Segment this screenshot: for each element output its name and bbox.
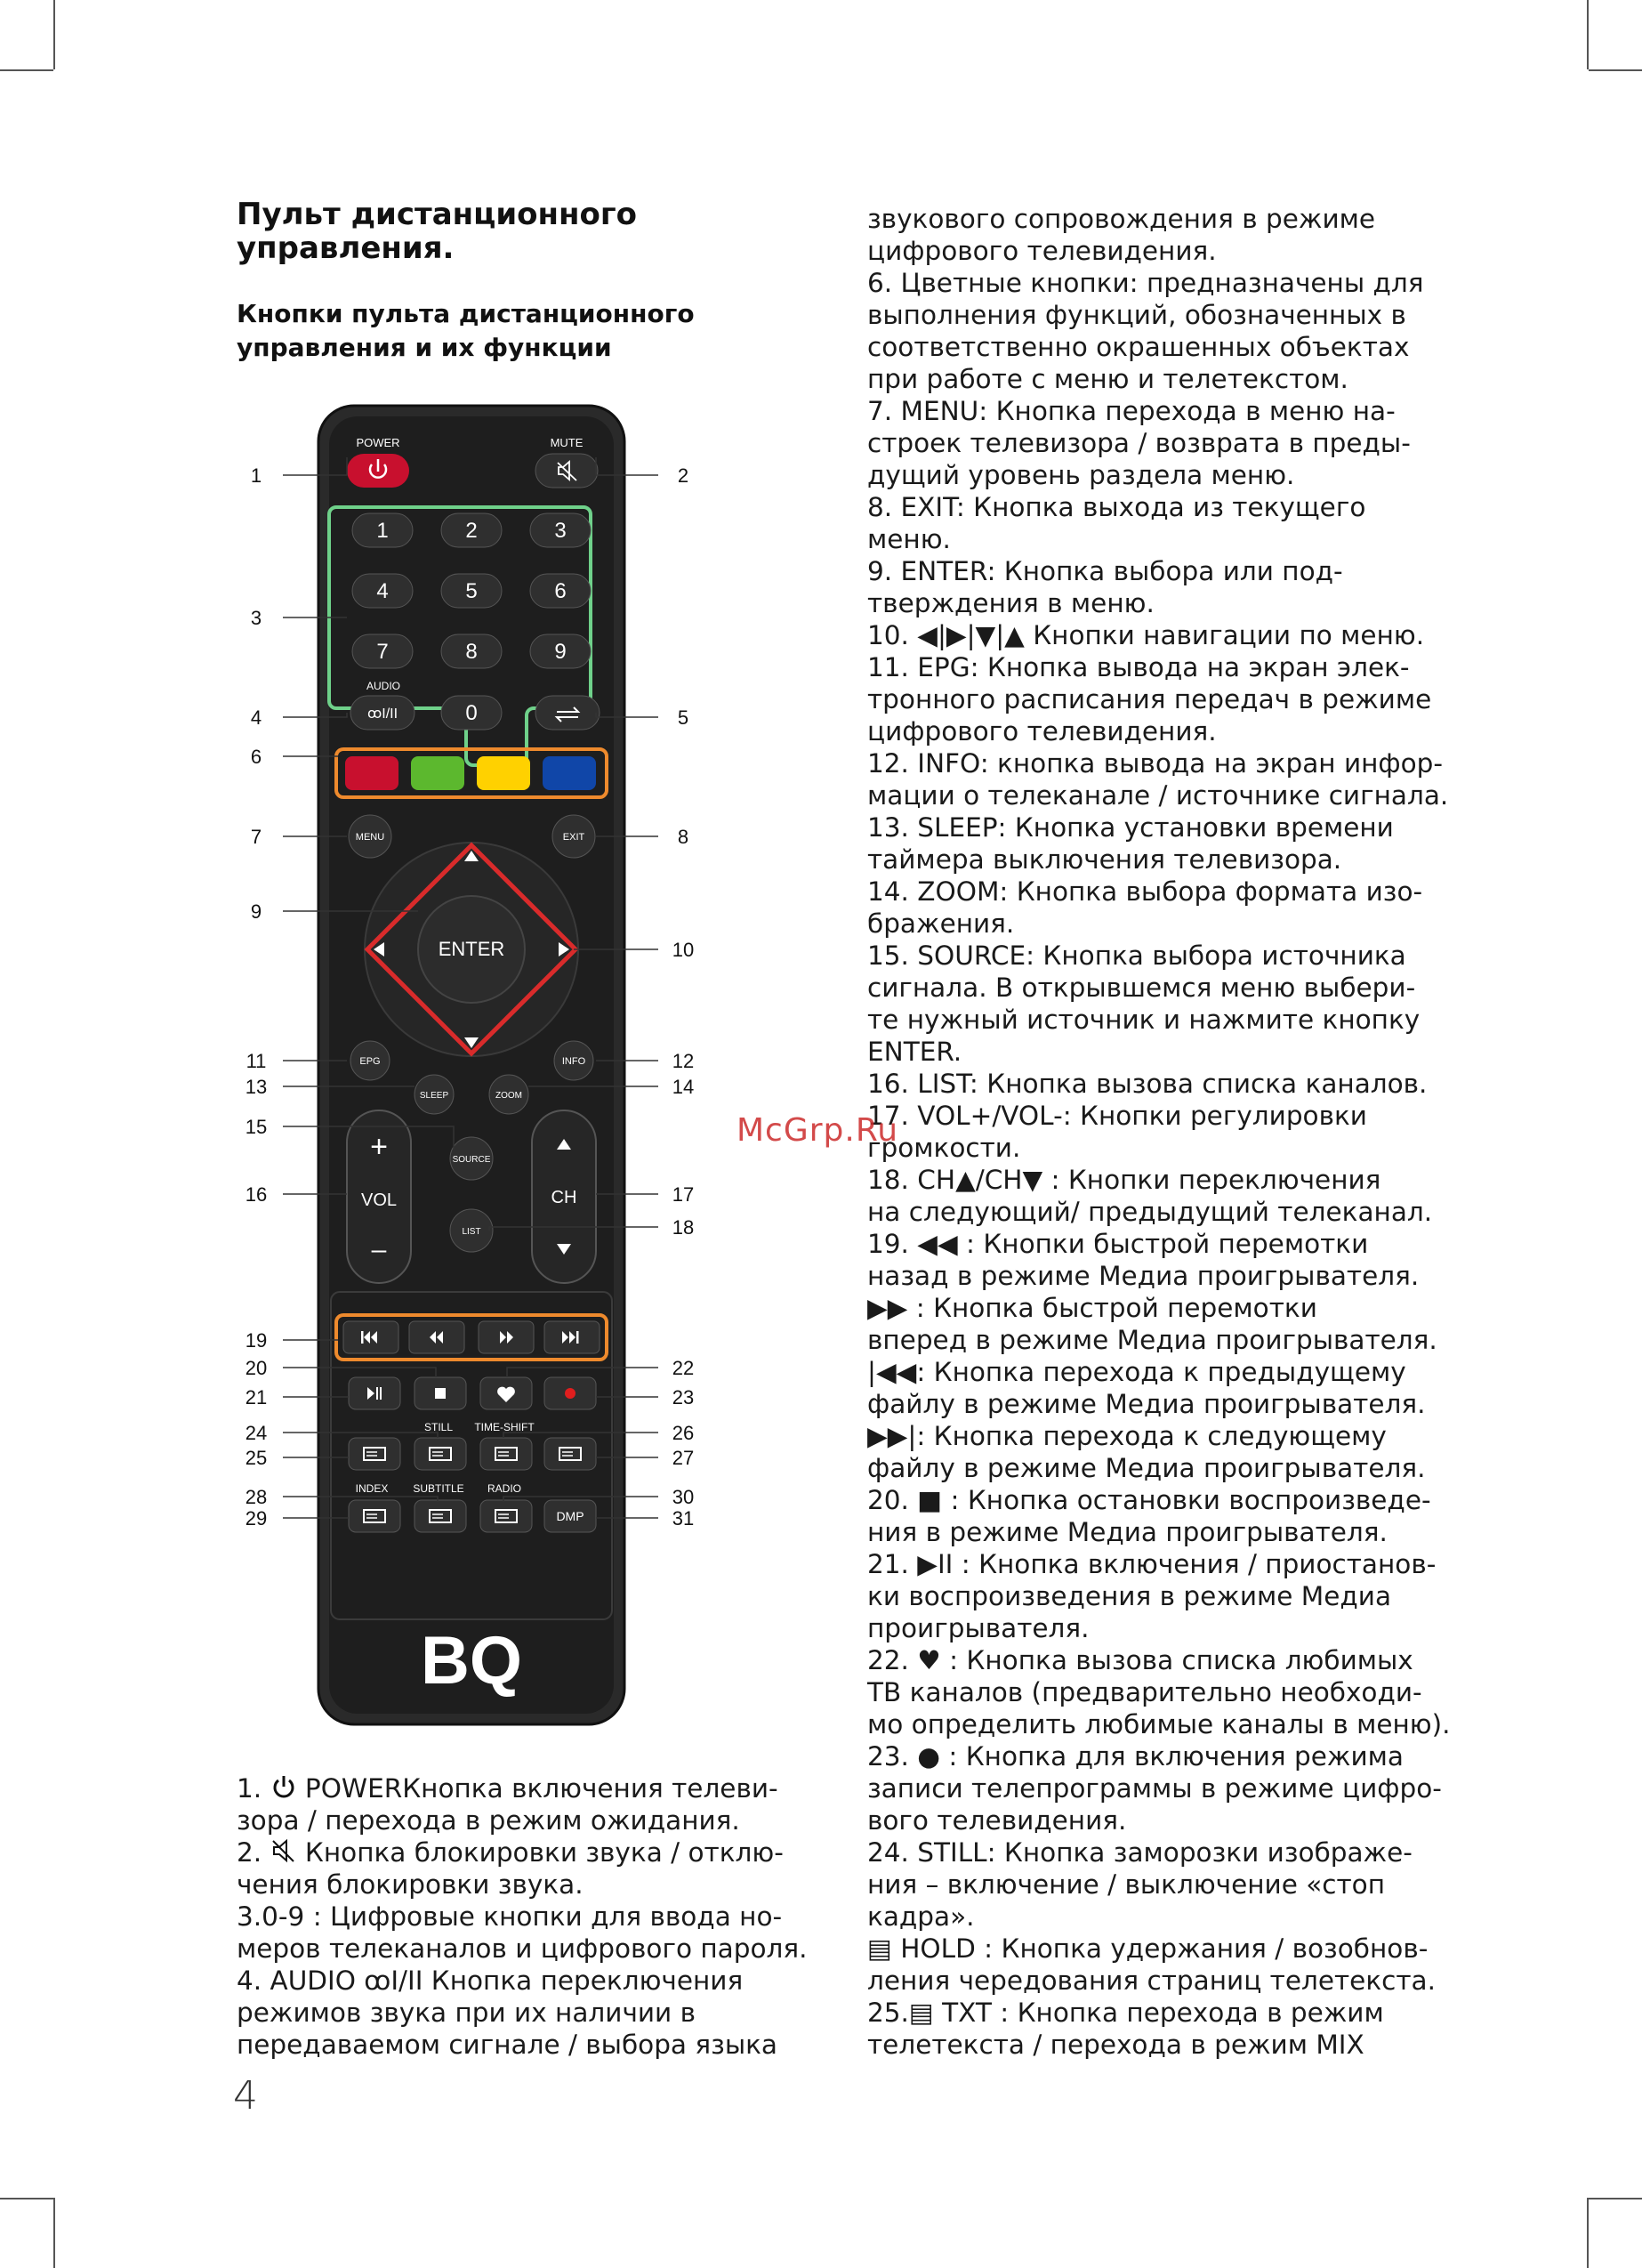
sleep-button[interactable] — [415, 1075, 454, 1114]
text-line: ▶▶|: Кнопка перехода к следующему — [867, 1421, 1387, 1451]
digit-button-6[interactable] — [530, 574, 591, 608]
crop-mark — [1587, 0, 1589, 69]
digit-button-7[interactable] — [352, 634, 413, 668]
epg-button[interactable] — [350, 1041, 390, 1080]
text-line-content: POWERКнопка включения телеви- — [296, 1773, 778, 1804]
text-line-content: зора / перехода в режим ожидания. — [237, 1805, 740, 1836]
volume-label: VOL — [360, 1190, 398, 1210]
crop-mark — [53, 2198, 55, 2268]
callout-number: 9 — [250, 900, 262, 923]
dmp-button-label: DMP — [556, 1509, 584, 1523]
text-line: 18. CH▲/CH▼ : Кнопки переключения — [867, 1165, 1381, 1195]
digit-button-0[interactable] — [441, 696, 502, 730]
info-button[interactable] — [554, 1041, 593, 1080]
text-line: таймера выключения телевизора. — [867, 844, 1342, 875]
text-line: звукового сопровождения в режиме — [867, 204, 1376, 234]
callout-number: 13 — [245, 1076, 268, 1098]
text-line: 20. ■ : Кнопка остановки воспроизведе- — [867, 1485, 1431, 1515]
color-button-4[interactable] — [543, 756, 596, 790]
callout-number: 24 — [245, 1422, 268, 1444]
text-line: сигнала. В открывшемся меню выбери- — [867, 973, 1416, 1003]
menu-button-label: MENU — [355, 832, 385, 843]
text-line: соответственно окрашенных объектах — [867, 332, 1410, 362]
callout-number: 28 — [245, 1486, 268, 1508]
callout-number: 3 — [250, 607, 262, 629]
crop-mark — [0, 69, 53, 71]
text-line: 12. INFO: кнопка вывода на экран инфор- — [867, 748, 1444, 779]
callout-number: 12 — [672, 1050, 695, 1072]
color-button-1[interactable] — [345, 756, 398, 790]
enter-button[interactable] — [439, 938, 505, 960]
brand-logo: BQ — [421, 1623, 522, 1699]
callout-number: 5 — [677, 706, 689, 729]
text-line — [237, 1965, 807, 1997]
digit-button-5[interactable] — [441, 574, 502, 608]
stop-button[interactable] — [415, 1377, 466, 1409]
text-line: телетекста / перехода в режим MIX — [867, 2030, 1364, 2060]
crop-mark — [1589, 69, 1642, 71]
section-subtitle: Кнопки пульта дистанционного управления и их функции — [237, 299, 695, 362]
volume-rocker[interactable] — [347, 1110, 411, 1283]
callout-number: 6 — [250, 746, 262, 768]
text-line: кадра». — [867, 1901, 975, 1932]
callout-number: 19 — [245, 1329, 268, 1352]
still-button[interactable] — [415, 1438, 466, 1470]
callout-number: 8 — [677, 826, 689, 848]
index-label: INDEX — [355, 1482, 389, 1495]
text-line: выполнения функций, обозначенных в — [867, 300, 1406, 330]
text-line: при работе с меню и телетекстом. — [867, 364, 1348, 394]
digit-label: 1 — [376, 519, 389, 543]
radio-button[interactable] — [480, 1500, 532, 1532]
text-line: ния в режиме Медиа проигрывателя. — [867, 1517, 1388, 1547]
text-line — [237, 1933, 807, 1965]
source-button-label: SOURCE — [452, 1155, 491, 1165]
digit-label: 0 — [465, 701, 478, 725]
text-line: ления чередования страниц телетекста. — [867, 1965, 1437, 1996]
callout-number: 14 — [672, 1076, 695, 1098]
text-line: файлу в режиме Медиа проигрывателя. — [867, 1389, 1426, 1419]
text-line: тверждения в меню. — [867, 588, 1155, 618]
watermark: McGrp.Ru — [736, 1112, 899, 1149]
mute-label: MUTE — [550, 436, 584, 449]
color-button-2[interactable] — [411, 756, 464, 790]
text-line: 17. VOL+/VOL-: Кнопки регулировки — [867, 1101, 1367, 1131]
info-button-label: INFO — [561, 1056, 586, 1067]
text-line: ния – включение / выключение «стоп — [867, 1869, 1386, 1900]
text-line: 14. ZOOM: Кнопка выбора формата изо- — [867, 876, 1423, 907]
text-line: 13. SLEEP: Кнопка установки времени — [867, 812, 1394, 843]
channel-label: CH — [551, 1188, 577, 1207]
text-line: громкости. — [867, 1133, 1021, 1163]
enter-button-label: ENTER — [438, 938, 505, 960]
callout-number: 21 — [245, 1386, 268, 1408]
text-line-content: Кнопка блокировки звука / отклю- — [296, 1837, 784, 1868]
text-line: вперед в режиме Медиа проигрывателя. — [867, 1325, 1437, 1355]
text-line-content: передаваемом сигнале / выбора языка — [237, 2030, 778, 2060]
callout-number: 20 — [245, 1357, 268, 1379]
mute-button[interactable] — [535, 454, 598, 488]
text-line: на следующий/ предыдущий телеканал. — [867, 1197, 1433, 1227]
left-text-column — [237, 1772, 807, 2061]
exit-button[interactable] — [552, 815, 595, 858]
callout-number: 29 — [245, 1507, 268, 1529]
callout-number: 11 — [245, 1050, 267, 1072]
callout-number: 27 — [672, 1447, 695, 1469]
zoom-button-label: ZOOM — [495, 1091, 522, 1101]
time-shift-label: TIME-SHIFT — [474, 1421, 535, 1433]
digit-label: 8 — [465, 640, 478, 664]
rewind-button[interactable] — [409, 1321, 464, 1353]
exit-button-label: EXIT — [562, 832, 585, 843]
callout-number: 23 — [672, 1386, 695, 1408]
record-button[interactable] — [544, 1377, 596, 1409]
volume-up-label: + — [370, 1130, 388, 1164]
time-shift-button[interactable] — [480, 1438, 532, 1470]
power-button[interactable] — [347, 454, 409, 488]
digit-label: 3 — [554, 519, 567, 543]
text-line: записи телепрограммы в режиме цифро- — [867, 1773, 1442, 1804]
text-line: строек телевизора / возврата в преды- — [867, 428, 1411, 458]
text-line: дущий уровень раздела меню. — [867, 460, 1295, 490]
digit-label: 7 — [376, 640, 389, 664]
callout-number: 15 — [245, 1116, 268, 1138]
text-line: ки воспроизведения в режиме Медиа — [867, 1581, 1392, 1611]
digit-label: 2 — [465, 519, 478, 543]
text-line: меню. — [867, 524, 951, 554]
mute-icon — [270, 1837, 297, 1871]
callout-number: 7 — [250, 826, 262, 848]
color-button-3[interactable] — [477, 756, 530, 790]
text-line: 9. ENTER: Кнопка выбора или под- — [867, 556, 1343, 586]
text-line — [237, 1901, 807, 1933]
audio-button-label: ꝏI/II — [366, 706, 398, 722]
text-line: проигрывателя. — [867, 1613, 1090, 1643]
text-line-content: 3.0-9 : Цифровые кнопки для ввода но- — [237, 1901, 783, 1932]
text-line: 25.▤ TXT : Кнопка перехода в режим — [867, 1998, 1384, 2028]
page-number: 4 — [233, 2073, 258, 2119]
text-line: |◀◀: Кнопка перехода к предыдущему — [867, 1357, 1406, 1387]
right-text-column — [867, 203, 1451, 2061]
text-line: ▶▶ : Кнопка быстрой перемотки — [867, 1293, 1317, 1323]
text-line: тронного расписания передач в режиме — [867, 684, 1432, 714]
callout-number: 17 — [672, 1183, 695, 1206]
txt-button[interactable] — [349, 1438, 400, 1470]
subtitle-label: SUBTITLE — [413, 1482, 464, 1495]
text-line-content: чения блокировки звука. — [237, 1869, 584, 1900]
text-line: ТВ каналов (предварительно необходи- — [867, 1677, 1422, 1707]
epg-button-label: EPG — [359, 1056, 381, 1067]
text-line: 7. MENU: Кнопка перехода в меню на- — [867, 396, 1396, 426]
crop-mark — [1589, 2198, 1642, 2199]
text-line: ENTER. — [867, 1037, 962, 1067]
digit-label: 6 — [554, 579, 567, 603]
text-line: 2. Кнопка блокировки звука / отклю- — [237, 1836, 807, 1868]
still-label: STILL — [423, 1421, 454, 1433]
next-track-button[interactable] — [544, 1321, 600, 1353]
text-line: мации о телеканале / источнике сигнала. — [867, 780, 1449, 811]
favorite-button[interactable] — [480, 1377, 532, 1409]
digit-label: 4 — [376, 579, 389, 603]
menu-button[interactable] — [349, 815, 391, 858]
crop-mark — [1587, 2198, 1589, 2268]
text-line: назад в режиме Медиа проигрывателя. — [867, 1261, 1420, 1291]
callout-number: 26 — [672, 1422, 695, 1444]
text-line: 8. EXIT: Кнопка выхода из текущего — [867, 492, 1366, 522]
callout-number: 2 — [677, 464, 689, 487]
callout-number: 4 — [250, 706, 262, 729]
text-line: 16. LIST: Кнопка вызова списка каналов. — [867, 1069, 1428, 1099]
power-icon — [270, 1773, 297, 1807]
text-line: бражения. — [867, 908, 1015, 939]
hold-button[interactable] — [544, 1438, 596, 1470]
volume-down-label: – — [371, 1235, 387, 1264]
list-button-label: LIST — [462, 1227, 481, 1237]
play-pause-button[interactable] — [349, 1377, 400, 1409]
audio-label: AUDIO — [366, 680, 401, 692]
text-line: 11. EPG: Кнопка вывода на экран элек- — [867, 652, 1410, 682]
digit-button-8[interactable] — [441, 634, 502, 668]
radio-label: RADIO — [487, 1482, 522, 1495]
text-line — [237, 1804, 807, 1836]
subtitle-button[interactable] — [415, 1500, 466, 1532]
callout-number: 30 — [672, 1486, 695, 1508]
callout-number: 10 — [672, 939, 695, 961]
text-line: 24. STILL: Кнопка заморозки изображе- — [867, 1837, 1413, 1868]
callout-number: 25 — [245, 1447, 268, 1469]
sleep-button-label: SLEEP — [419, 1091, 449, 1101]
digit-button-2[interactable] — [441, 513, 502, 547]
callout-number: 1 — [250, 464, 262, 487]
digit-label: 9 — [554, 640, 567, 664]
page-title: Пульт дистанционного управления. — [237, 197, 637, 266]
previous-track-button[interactable] — [343, 1321, 398, 1353]
text-line: 6. Цветные кнопки: предназначены для — [867, 268, 1424, 298]
digit-label: 5 — [465, 579, 478, 603]
audio-button[interactable] — [350, 696, 415, 730]
callout-number: 16 — [245, 1183, 268, 1206]
callout-number: 22 — [672, 1357, 695, 1379]
channel-rocker[interactable] — [532, 1110, 596, 1283]
callout-number: 18 — [672, 1216, 695, 1239]
text-line: 19. ◀◀ : Кнопки быстрой перемотки — [867, 1229, 1369, 1259]
index-button[interactable] — [349, 1500, 400, 1532]
text-line: файлу в режиме Медиа проигрывателя. — [867, 1453, 1426, 1483]
text-line: 22. ♥ : Кнопка вызова списка любимых — [867, 1645, 1413, 1675]
fast-forward-button[interactable] — [479, 1321, 534, 1353]
digit-button-3[interactable] — [530, 513, 591, 547]
text-line-content: меров телеканалов и цифрового пароля. — [237, 1933, 808, 1964]
text-line: вого телевидения. — [867, 1805, 1127, 1836]
text-line: 10. ◀|▶|▼|▲ Кнопки навигации по меню. — [867, 620, 1425, 650]
text-line: ▤ HOLD : Кнопка удержания / возобнов- — [867, 1933, 1429, 1964]
text-line: 23. ● : Кнопка для включения режима — [867, 1741, 1404, 1772]
text-line — [237, 1868, 807, 1901]
zoom-button[interactable] — [489, 1075, 528, 1114]
text-line: цифрового телевидения. — [867, 716, 1217, 747]
crop-mark — [0, 2198, 53, 2199]
text-line — [237, 2029, 807, 2061]
remote-diagram — [231, 400, 943, 1753]
text-line: мо определить любимые каналы в меню). — [867, 1709, 1451, 1739]
text-line: цифрового телевидения. — [867, 236, 1217, 266]
text-line: те нужный источник и нажмите кнопку — [867, 1005, 1421, 1035]
text-line — [237, 1997, 807, 2029]
text-line: 15. SOURCE: Кнопка выбора источника — [867, 940, 1406, 971]
list-button[interactable] — [450, 1209, 493, 1252]
callout-number: 31 — [672, 1507, 695, 1529]
text-line: 1. POWERКнопка включения телеви- — [237, 1772, 807, 1804]
return-button[interactable] — [535, 696, 600, 730]
source-button[interactable] — [450, 1137, 493, 1180]
text-line-content: режимов звука при их наличии в — [237, 1998, 696, 2028]
digit-button-1[interactable] — [352, 513, 413, 547]
text-line-content: 4. AUDIO ꝏI/II Кнопка переключения — [237, 1965, 744, 1996]
digit-button-4[interactable] — [352, 574, 413, 608]
power-label: POWER — [356, 436, 400, 449]
digit-button-9[interactable] — [530, 634, 591, 668]
crop-mark — [53, 0, 55, 69]
text-line: 21. ▶II : Кнопка включения / приостанов- — [867, 1549, 1437, 1579]
dmp-button[interactable] — [544, 1500, 596, 1532]
